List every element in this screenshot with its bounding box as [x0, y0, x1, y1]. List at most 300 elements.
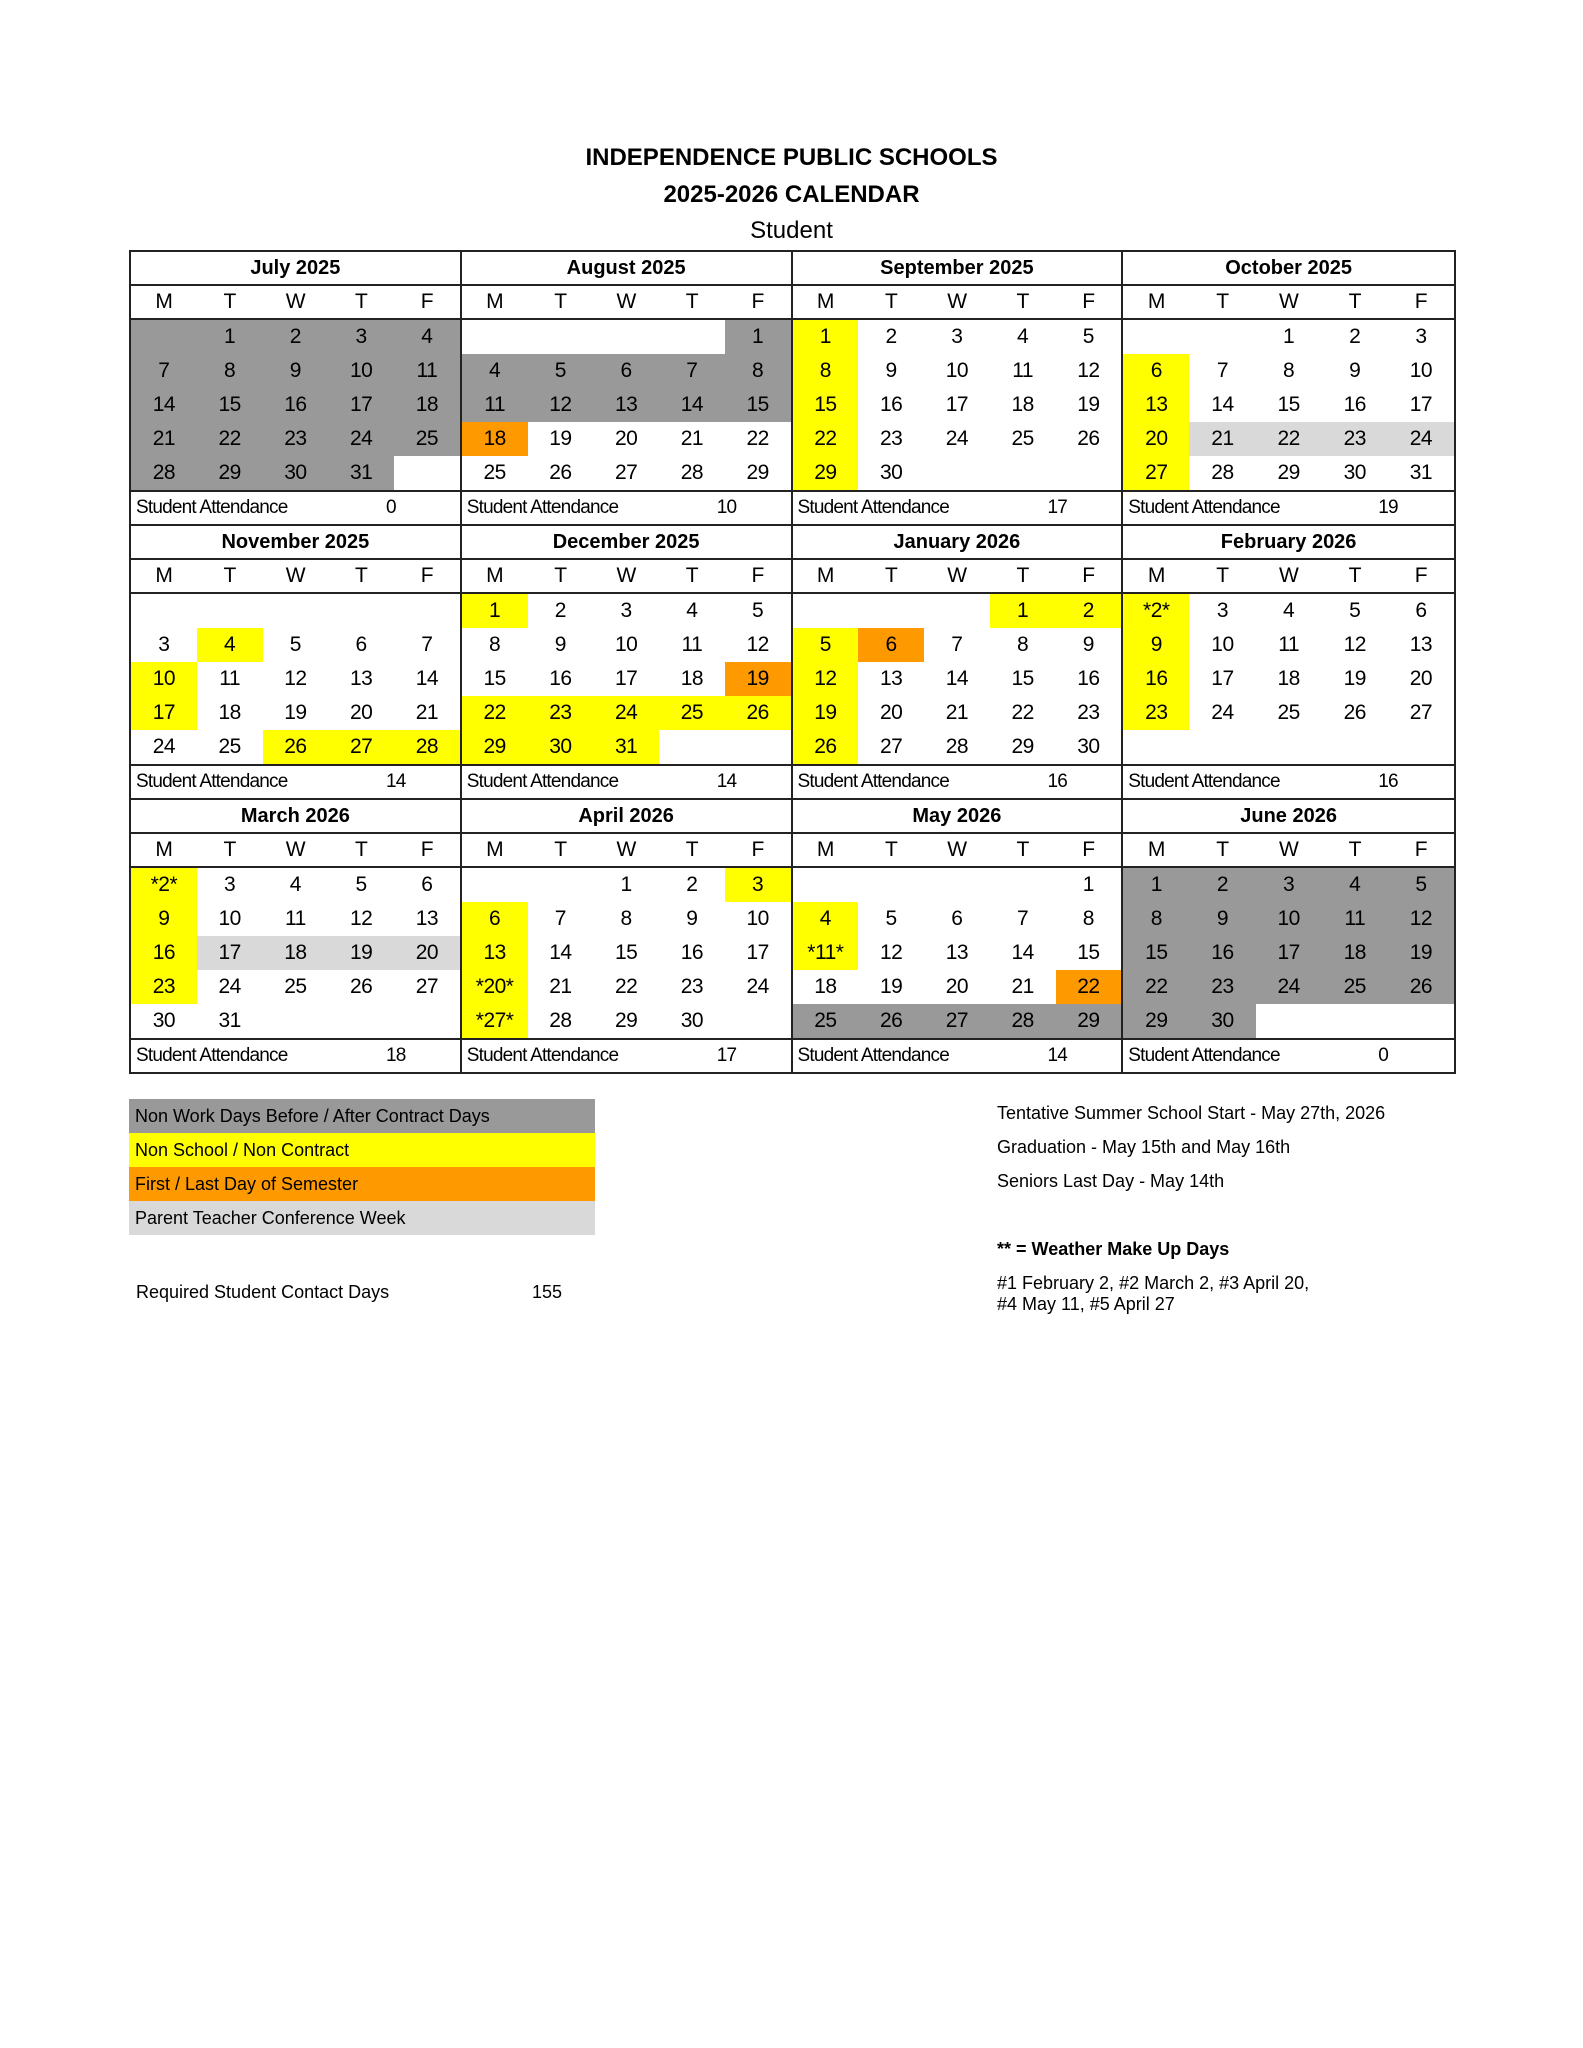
day-cell	[528, 320, 594, 354]
day-cell: 27	[1409, 701, 1433, 724]
weekday-label: T	[1348, 290, 1361, 313]
day-cell: 11	[681, 633, 703, 656]
day-cell: 9	[1082, 633, 1094, 656]
day-cell: 20	[1123, 422, 1189, 456]
day-cell: 7	[421, 633, 433, 656]
weekday-label: F	[420, 838, 434, 861]
day-cell: 5	[793, 628, 859, 662]
day-cell: 27	[415, 975, 439, 998]
day-cell: 8	[1082, 907, 1094, 930]
weekday-label: M	[816, 838, 834, 861]
day-cell: 8	[1017, 633, 1029, 656]
week-row	[1123, 320, 1454, 354]
day-cell: 24	[945, 427, 969, 450]
weekday-label: T	[884, 290, 898, 313]
weekday-label: T	[685, 564, 699, 587]
day-cell	[990, 868, 1056, 902]
day-cell: 11	[462, 388, 528, 422]
month-block	[1123, 252, 1454, 526]
day-cell: 29	[1277, 461, 1300, 484]
week-row	[1123, 970, 1454, 1004]
day-cell: 23	[263, 422, 329, 456]
day-cell: 3	[158, 633, 170, 656]
day-cell	[1322, 730, 1388, 764]
weekday-row	[793, 560, 1122, 594]
day-cell: 6	[355, 633, 367, 656]
day-cell: 19	[1388, 936, 1454, 970]
attendance-label: Student Attendance	[136, 1045, 288, 1066]
month-block	[1123, 800, 1454, 1072]
weekday-label: T	[1216, 290, 1229, 313]
weekday-label: M	[155, 290, 173, 313]
week-row	[462, 320, 791, 354]
weekday-label: T	[1016, 838, 1029, 861]
day-cell: 13	[1409, 633, 1433, 656]
day-cell: 10	[1409, 359, 1433, 382]
day-cell: 29	[1011, 735, 1034, 758]
day-cell: *11*	[793, 936, 859, 970]
day-cell: 7	[659, 354, 725, 388]
day-cell: 21	[1011, 975, 1034, 998]
day-cell: 24	[1211, 701, 1234, 724]
week-row	[1123, 594, 1454, 628]
attendance-value: 0	[1378, 1045, 1389, 1066]
day-cell	[1256, 730, 1322, 764]
day-cell: *2*	[1123, 594, 1189, 628]
note-makeup-title: ** = Weather Make Up Days	[997, 1239, 1230, 1259]
day-cell: 2	[1189, 868, 1255, 902]
week-row	[462, 696, 791, 730]
day-cell: 16	[263, 388, 329, 422]
day-cell: 17	[1409, 393, 1433, 416]
day-cell: 5	[528, 354, 594, 388]
month-title: February 2026	[1123, 526, 1454, 560]
day-cell: 29	[197, 456, 263, 490]
weekday-label: M	[1147, 290, 1165, 313]
attendance-label: Student Attendance	[797, 1045, 949, 1066]
day-cell: 22	[793, 422, 859, 456]
month-block	[462, 800, 793, 1072]
week-row	[793, 1004, 1122, 1038]
week-row	[793, 730, 1122, 764]
day-cell: 9	[1123, 628, 1189, 662]
week-row	[793, 628, 1122, 662]
day-cell: 15	[1011, 667, 1034, 690]
day-cell: 19	[1077, 393, 1100, 416]
attendance-value: 0	[386, 497, 396, 518]
day-cell: 25	[394, 422, 460, 456]
day-cell: 28	[131, 456, 197, 490]
day-cell: 21	[945, 701, 969, 724]
week-row	[462, 354, 791, 388]
student-attendance-row	[1123, 764, 1454, 798]
day-cell: 29	[462, 730, 528, 764]
day-cell: 2	[686, 873, 698, 896]
day-cell: 18	[1011, 393, 1034, 416]
day-cell	[1056, 456, 1122, 490]
month-block	[1123, 526, 1454, 800]
weekday-label: M	[155, 838, 173, 861]
attendance-label: Student Attendance	[466, 771, 619, 792]
day-cell: 1	[620, 873, 632, 896]
weekday-label: W	[947, 838, 967, 861]
day-cell: 19	[284, 701, 307, 724]
day-cell: 27	[924, 1004, 990, 1038]
day-cell: *2*	[131, 868, 197, 902]
day-cell: 15	[614, 941, 638, 964]
weekday-label: W	[947, 564, 967, 587]
day-cell: 21	[415, 701, 439, 724]
week-row	[462, 388, 791, 422]
day-cell: 3	[725, 868, 791, 902]
weekday-row	[462, 560, 791, 594]
day-cell: 4	[289, 873, 301, 896]
weekday-label: W	[285, 838, 306, 861]
month-title: September 2025	[793, 252, 1122, 286]
attendance-label: Student Attendance	[797, 771, 949, 792]
day-cell: 27	[1123, 456, 1189, 490]
attendance-label: Student Attendance	[1128, 1045, 1280, 1066]
attendance-value: 16	[1047, 771, 1068, 792]
day-cell: 9	[686, 907, 698, 930]
day-cell: 14	[945, 667, 969, 690]
day-cell: 15	[725, 388, 791, 422]
day-cell: 18	[814, 975, 837, 998]
day-cell: 22	[462, 696, 528, 730]
day-cell	[924, 868, 990, 902]
attendance-value: 14	[386, 771, 406, 792]
month-title: January 2026	[793, 526, 1122, 560]
weekday-row	[131, 560, 460, 594]
day-cell	[1123, 730, 1189, 764]
week-row	[131, 388, 460, 422]
day-cell: 14	[131, 388, 197, 422]
day-cell: 7	[131, 354, 197, 388]
day-cell	[924, 594, 990, 628]
day-cell: 18	[218, 701, 241, 724]
day-cell	[328, 594, 394, 628]
day-cell	[131, 320, 197, 354]
week-row	[131, 936, 460, 970]
week-row	[793, 320, 1122, 354]
day-cell: 21	[680, 427, 704, 450]
day-cell: 4	[462, 354, 528, 388]
week-row	[1123, 456, 1454, 490]
week-row	[1123, 662, 1454, 696]
legend-item: Non Work Days Before / After Contract Days	[129, 1099, 595, 1133]
day-cell	[924, 456, 990, 490]
week-row	[1123, 388, 1454, 422]
day-cell: 15	[1077, 941, 1100, 964]
week-row	[793, 662, 1122, 696]
day-cell: 24	[746, 975, 769, 998]
day-cell: 20	[349, 701, 373, 724]
day-cell: 24	[1388, 422, 1454, 456]
day-cell: 5	[1082, 325, 1094, 348]
weekday-label: M	[486, 838, 504, 861]
day-cell: *27*	[462, 1004, 528, 1038]
day-cell: 24	[218, 975, 241, 998]
week-row	[131, 456, 460, 490]
attendance-label: Student Attendance	[136, 497, 288, 518]
day-cell: 28	[1211, 461, 1234, 484]
weekday-label: T	[1348, 564, 1361, 587]
day-cell: 17	[328, 388, 394, 422]
day-cell	[197, 594, 263, 628]
weekday-label: M	[816, 290, 834, 313]
day-cell: 4	[1017, 325, 1029, 348]
day-cell: 29	[1056, 1004, 1122, 1038]
week-row	[462, 456, 791, 490]
day-cell	[725, 730, 791, 764]
day-cell: 22	[614, 975, 638, 998]
day-cell	[462, 320, 528, 354]
day-cell: 8	[489, 633, 501, 656]
day-cell: 1	[1283, 325, 1295, 348]
week-row	[793, 902, 1122, 936]
week-row	[462, 902, 791, 936]
day-cell: 3	[1415, 325, 1427, 348]
month-title: June 2026	[1123, 800, 1454, 834]
weekday-label: W	[285, 564, 306, 587]
day-cell: 10	[218, 907, 241, 930]
day-cell: 23	[879, 427, 903, 450]
day-cell: 22	[1011, 701, 1034, 724]
day-cell: 11	[394, 354, 460, 388]
month-title: April 2026	[462, 800, 791, 834]
day-cell: 4	[686, 599, 698, 622]
day-cell: 8	[793, 354, 859, 388]
day-cell: 25	[483, 461, 506, 484]
day-cell: 19	[879, 975, 903, 998]
day-cell: 25	[1011, 427, 1034, 450]
weekday-row	[131, 286, 460, 320]
month-block	[131, 252, 462, 526]
day-cell: 23	[680, 975, 704, 998]
week-row	[1123, 730, 1454, 764]
day-cell: 7	[1216, 359, 1229, 382]
day-cell: 5	[885, 907, 897, 930]
weekday-label: T	[1016, 290, 1029, 313]
required-days-label: Required Student Contact Days	[136, 1282, 390, 1302]
attendance-label: Student Attendance	[1128, 497, 1280, 518]
day-cell: 31	[593, 730, 659, 764]
day-cell: 30	[1077, 735, 1100, 758]
day-cell: 3	[1216, 599, 1229, 622]
day-cell: 9	[1189, 902, 1255, 936]
week-row	[1123, 422, 1454, 456]
weekday-label: F	[1082, 564, 1095, 587]
legend-item: First / Last Day of Semester	[129, 1167, 595, 1201]
day-cell: 29	[746, 461, 769, 484]
attendance-label: Student Attendance	[797, 497, 949, 518]
day-cell: 6	[462, 902, 528, 936]
student-attendance-row	[462, 764, 791, 798]
day-cell: 17	[1256, 936, 1322, 970]
day-cell: 12	[793, 662, 859, 696]
week-row	[462, 730, 791, 764]
week-row	[131, 320, 460, 354]
week-row	[131, 970, 460, 1004]
day-cell: 3	[951, 325, 963, 348]
attendance-value: 10	[716, 497, 737, 518]
weekday-label: F	[1414, 838, 1428, 861]
day-cell: 18	[1322, 936, 1388, 970]
week-row	[793, 696, 1122, 730]
day-cell: 13	[462, 936, 528, 970]
day-cell	[1388, 730, 1454, 764]
day-cell	[328, 1004, 394, 1038]
weekday-label: F	[751, 564, 764, 587]
day-cell: 20	[945, 975, 969, 998]
day-cell: 15	[1277, 393, 1300, 416]
day-cell: 8	[1283, 359, 1295, 382]
weekday-label: F	[420, 290, 434, 313]
student-attendance-row	[462, 490, 791, 524]
day-cell: 7	[951, 633, 963, 656]
day-cell: 14	[549, 941, 572, 964]
day-cell	[1189, 730, 1255, 764]
day-cell: 3	[328, 320, 394, 354]
day-cell: 14	[1211, 393, 1234, 416]
week-row	[131, 902, 460, 936]
day-cell: 19	[725, 662, 791, 696]
day-cell: 5	[355, 873, 367, 896]
week-row	[131, 696, 460, 730]
weekday-label: T	[884, 564, 898, 587]
day-cell: 10	[328, 354, 394, 388]
student-attendance-row	[1123, 490, 1454, 524]
week-row	[1123, 902, 1454, 936]
day-cell	[528, 868, 594, 902]
day-cell: 12	[1343, 633, 1366, 656]
day-cell: 16	[1189, 936, 1255, 970]
day-cell: 23	[131, 970, 197, 1004]
attendance-value: 14	[716, 771, 737, 792]
day-cell: 28	[945, 735, 969, 758]
month-title: October 2025	[1123, 252, 1454, 286]
weekday-label: W	[1278, 838, 1299, 861]
week-row	[793, 388, 1122, 422]
day-cell: 3	[1256, 868, 1322, 902]
day-cell: 2	[885, 325, 897, 348]
month-title: March 2026	[131, 800, 460, 834]
day-cell: 8	[725, 354, 791, 388]
day-cell: 28	[680, 461, 704, 484]
day-cell: 5	[1349, 599, 1361, 622]
day-cell: 1	[197, 320, 263, 354]
day-cell: 12	[879, 941, 903, 964]
weekday-label: T	[685, 838, 699, 861]
day-cell: 19	[328, 936, 394, 970]
note-makeup-line2: #4 May 11, #5 April 27	[997, 1294, 1175, 1314]
day-cell	[793, 594, 859, 628]
day-cell: 22	[1056, 970, 1122, 1004]
weekday-label: T	[354, 290, 368, 313]
day-cell: 12	[1077, 359, 1100, 382]
weekday-label: F	[1414, 564, 1428, 587]
day-cell: 23	[1123, 696, 1189, 730]
day-cell: 1	[1123, 868, 1189, 902]
weekday-label: W	[1278, 564, 1299, 587]
weekday-row	[462, 286, 791, 320]
day-cell: 15	[197, 388, 263, 422]
attendance-value: 18	[386, 1045, 406, 1066]
day-cell: 13	[349, 667, 373, 690]
day-cell: 3	[224, 873, 236, 896]
day-cell: 24	[593, 696, 659, 730]
note-makeup-line1: #1 February 2, #2 March 2, #3 April 20,	[997, 1273, 1310, 1293]
day-cell: 26	[263, 730, 329, 764]
day-cell: 6	[421, 873, 433, 896]
day-cell: 12	[1388, 902, 1454, 936]
week-row	[793, 868, 1122, 902]
week-row	[131, 594, 460, 628]
day-cell: 11	[284, 907, 306, 930]
day-cell: 16	[1343, 393, 1366, 416]
weekday-label: T	[223, 564, 236, 587]
day-cell: 26	[1343, 701, 1366, 724]
day-cell: 17	[197, 936, 263, 970]
day-cell: 9	[131, 902, 197, 936]
day-cell: 16	[879, 393, 903, 416]
day-cell: 29	[614, 1009, 638, 1032]
day-cell	[725, 1004, 791, 1038]
note-seniors: Seniors Last Day - May 14th	[997, 1171, 1225, 1191]
day-cell	[1388, 1004, 1454, 1038]
day-cell: 30	[263, 456, 329, 490]
weekday-label: F	[1414, 290, 1428, 313]
day-cell	[858, 868, 924, 902]
day-cell: *20*	[462, 970, 528, 1004]
day-cell: 5	[289, 633, 301, 656]
month-block	[793, 252, 1124, 526]
weekday-label: W	[616, 564, 636, 587]
day-cell: 28	[394, 730, 460, 764]
month-block	[793, 526, 1124, 800]
attendance-value: 14	[1047, 1045, 1068, 1066]
week-row	[131, 662, 460, 696]
day-cell: 6	[1123, 354, 1189, 388]
day-cell	[659, 730, 725, 764]
week-row	[462, 868, 791, 902]
weekday-label: M	[486, 564, 504, 587]
attendance-value: 17	[1047, 497, 1068, 518]
student-attendance-row	[131, 490, 460, 524]
day-cell: 16	[549, 667, 572, 690]
day-cell: 29	[793, 456, 859, 490]
day-cell: 26	[549, 461, 572, 484]
month-block	[131, 800, 462, 1072]
day-cell: 15	[483, 667, 506, 690]
day-cell: 18	[1277, 667, 1300, 690]
day-cell: 25	[284, 975, 307, 998]
attendance-value: 16	[1378, 771, 1398, 792]
student-attendance-row	[1123, 1038, 1454, 1072]
weekday-label: F	[1082, 838, 1095, 861]
day-cell: 28	[990, 1004, 1056, 1038]
student-attendance-row	[462, 1038, 791, 1072]
student-attendance-row	[131, 1038, 460, 1072]
day-cell	[990, 456, 1056, 490]
day-cell: 7	[1017, 907, 1029, 930]
day-cell: 30	[1343, 461, 1366, 484]
day-cell: 30	[680, 1009, 704, 1032]
weekday-row	[1123, 286, 1454, 320]
day-cell	[394, 1004, 460, 1038]
week-row	[131, 628, 460, 662]
day-cell: 25	[793, 1004, 859, 1038]
